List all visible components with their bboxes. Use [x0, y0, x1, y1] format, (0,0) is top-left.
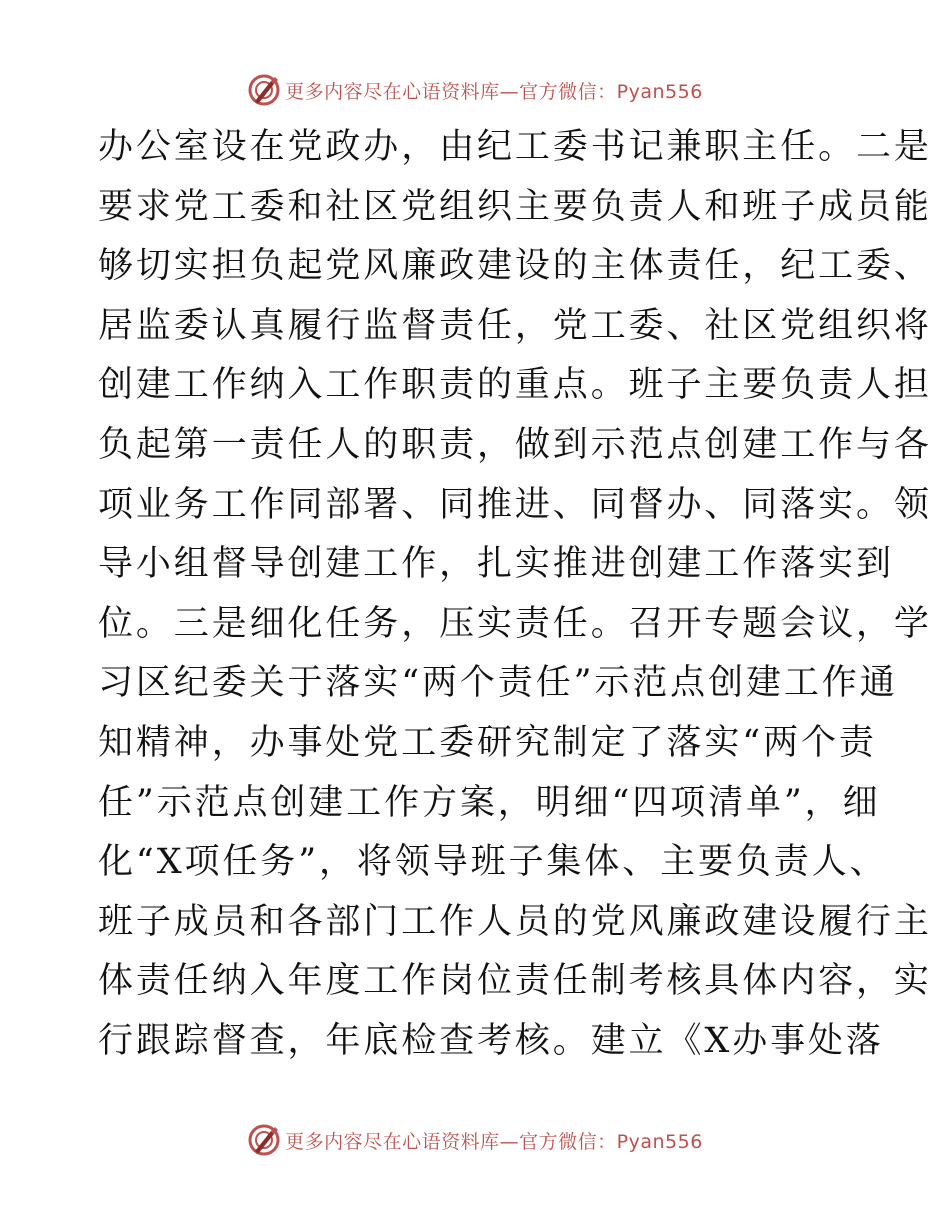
- text-line: 要求党工委和社区党组织主要负责人和班子成员能: [98, 186, 932, 227]
- text-line: 化“X项任务”，将领导班子集体、主要负责人、: [98, 842, 888, 883]
- header-banner: [0, 70, 950, 110]
- text-line: 任”示范点创建工作方案，明细“四项清单”，细: [98, 782, 881, 823]
- text-line: 行跟踪督查，年底检查考核。建立《X办事处落: [98, 1020, 884, 1061]
- text-line: 知精神，办事处党工委研究制定了落实“两个责: [98, 722, 877, 763]
- pen-logo-icon: [247, 1123, 281, 1157]
- footer-banner: [0, 1120, 950, 1160]
- document-body: [98, 118, 932, 1072]
- text-line: 负起第一责任人的职责，做到示范点创建工作与各: [98, 424, 932, 465]
- text-line: 办公室设在党政办，由纪工委书记兼职主任。二是: [98, 127, 932, 167]
- header-banner-text: 更多内容尽在心语资料库—官方微信：Pyan556: [285, 80, 703, 103]
- text-line: 居监委认真履行监督责任，党工委、社区党组织将: [98, 305, 932, 346]
- pen-logo-icon: [247, 73, 281, 107]
- text-line: 项业务工作同部署、同推进、同督办、同落实。领: [98, 484, 932, 525]
- text-line: 位。三是细化任务，压实责任。召开专题会议，学: [98, 603, 932, 644]
- footer-banner-text: 更多内容尽在心语资料库—官方微信：Pyan556: [285, 1130, 703, 1153]
- text-line: 体责任纳入年度工作岗位责任制考核具体内容，实: [98, 961, 932, 1002]
- text-line: 导小组督导创建工作，扎实推进创建工作落实到: [98, 544, 894, 585]
- text-line: 班子成员和各部门工作人员的党风廉政建设履行主: [98, 901, 932, 942]
- text-line: 够切实担负起党风廉政建设的主体责任，纪工委、: [98, 246, 932, 287]
- text-line: 习区纪委关于落实“两个责任”示范点创建工作通: [98, 663, 898, 704]
- text-line: 创建工作纳入工作职责的重点。班子主要负责人担: [98, 365, 932, 406]
